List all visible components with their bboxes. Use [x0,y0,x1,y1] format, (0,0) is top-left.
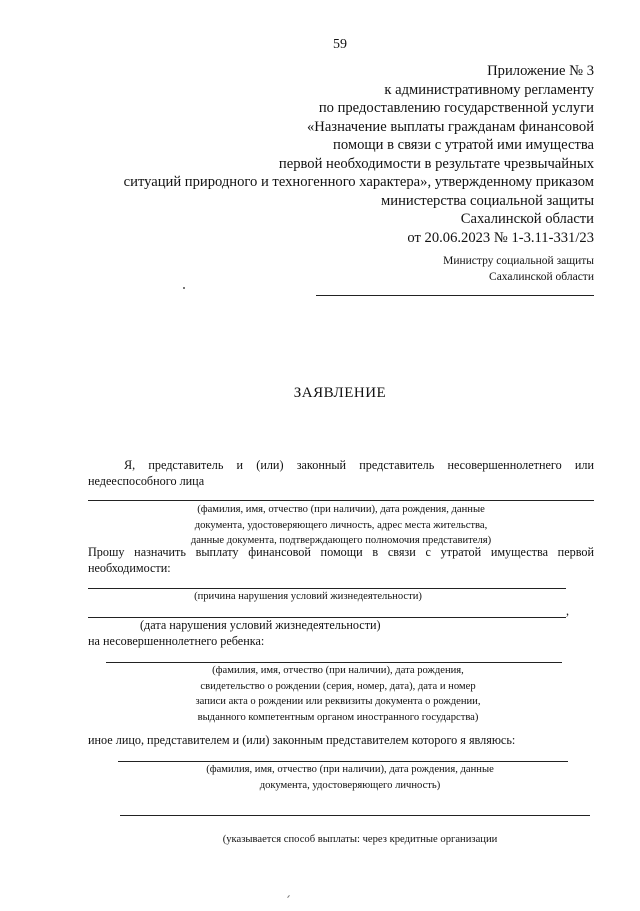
addressee-line: Сахалинской области [489,271,594,283]
document-title: ЗАЯВЛЕНИЕ [293,385,387,401]
other-person-caption: (фамилия, имя, отчество (при наличии), дата рождения, данные документа, удостоверяющего личность) [206,764,494,791]
payment-caption: (указывается способ выплаты: через кредитные организации [222,834,498,845]
reason-caption: (причина нарушения условий жизнедеятельности) [194,591,422,602]
statement-line-1: Я, представитель и (или) законный представитель несовершеннолетнего или [124,458,594,472]
page-number: 59 [333,37,347,52]
appendix-line: по предоставлению государственной услуги [318,100,594,116]
addressee-signature-line [316,295,594,296]
appendix-line: «Назначение выплаты гражданам финансовой [306,118,594,135]
request-line-2: необходимости: [88,561,171,575]
appendix-line: от 20.06.2023 № 1-3.11-331/23 [407,229,594,246]
addressee-line: Министру социальной защиты [443,255,594,267]
scan-speck [287,895,290,898]
statement-line-2: недееспособного лица [88,474,205,488]
appendix-header [34,62,594,247]
child-caption: (фамилия, имя, отчество (при наличии), дата рождения, свидетельство о рождении (серия, номер, дата), дата и номер записи акта о рождении или реквизиты документа о рождении, выданного компетентным органом иностранного государства) [195,665,481,723]
applicant-field-line [88,500,594,501]
minor-label: на несовершеннолетнего ребенка: [88,634,265,648]
payment-field-line [120,815,590,816]
appendix-line: Сахалинской области [460,211,594,227]
appendix-line: первой необходимости в результате чрезвычайных [278,155,594,172]
date-caption: (дата нарушения условий жизнедеятельности) [140,618,381,632]
appendix-line: Приложение № 3 [487,63,594,79]
other-person-label: иное лицо, представителем и (или) законным представителем которого я являюсь: [88,733,516,747]
appendix-line: министерства социальной защиты [381,192,594,209]
request-line-1: Прошу назначить выплату финансовой помощи в связи с утратой имущества первой [88,545,594,559]
applicant-caption: (фамилия, имя, отчество (при наличии), дата рождения, данные документа, удостоверяющего личность, адрес места жительства, данные документа, подтверждающего полномочия представителя) [190,504,492,546]
appendix-line: ситуаций природного и техногенного характера», утвержденному приказом [123,174,594,190]
addressee-block [194,253,594,285]
scan-speck [183,287,185,289]
appendix-line: к административному регламенту [384,81,594,98]
appendix-line: помощи в связи с утратой ими имущества [333,137,594,153]
trailing-comma: , [566,604,570,618]
